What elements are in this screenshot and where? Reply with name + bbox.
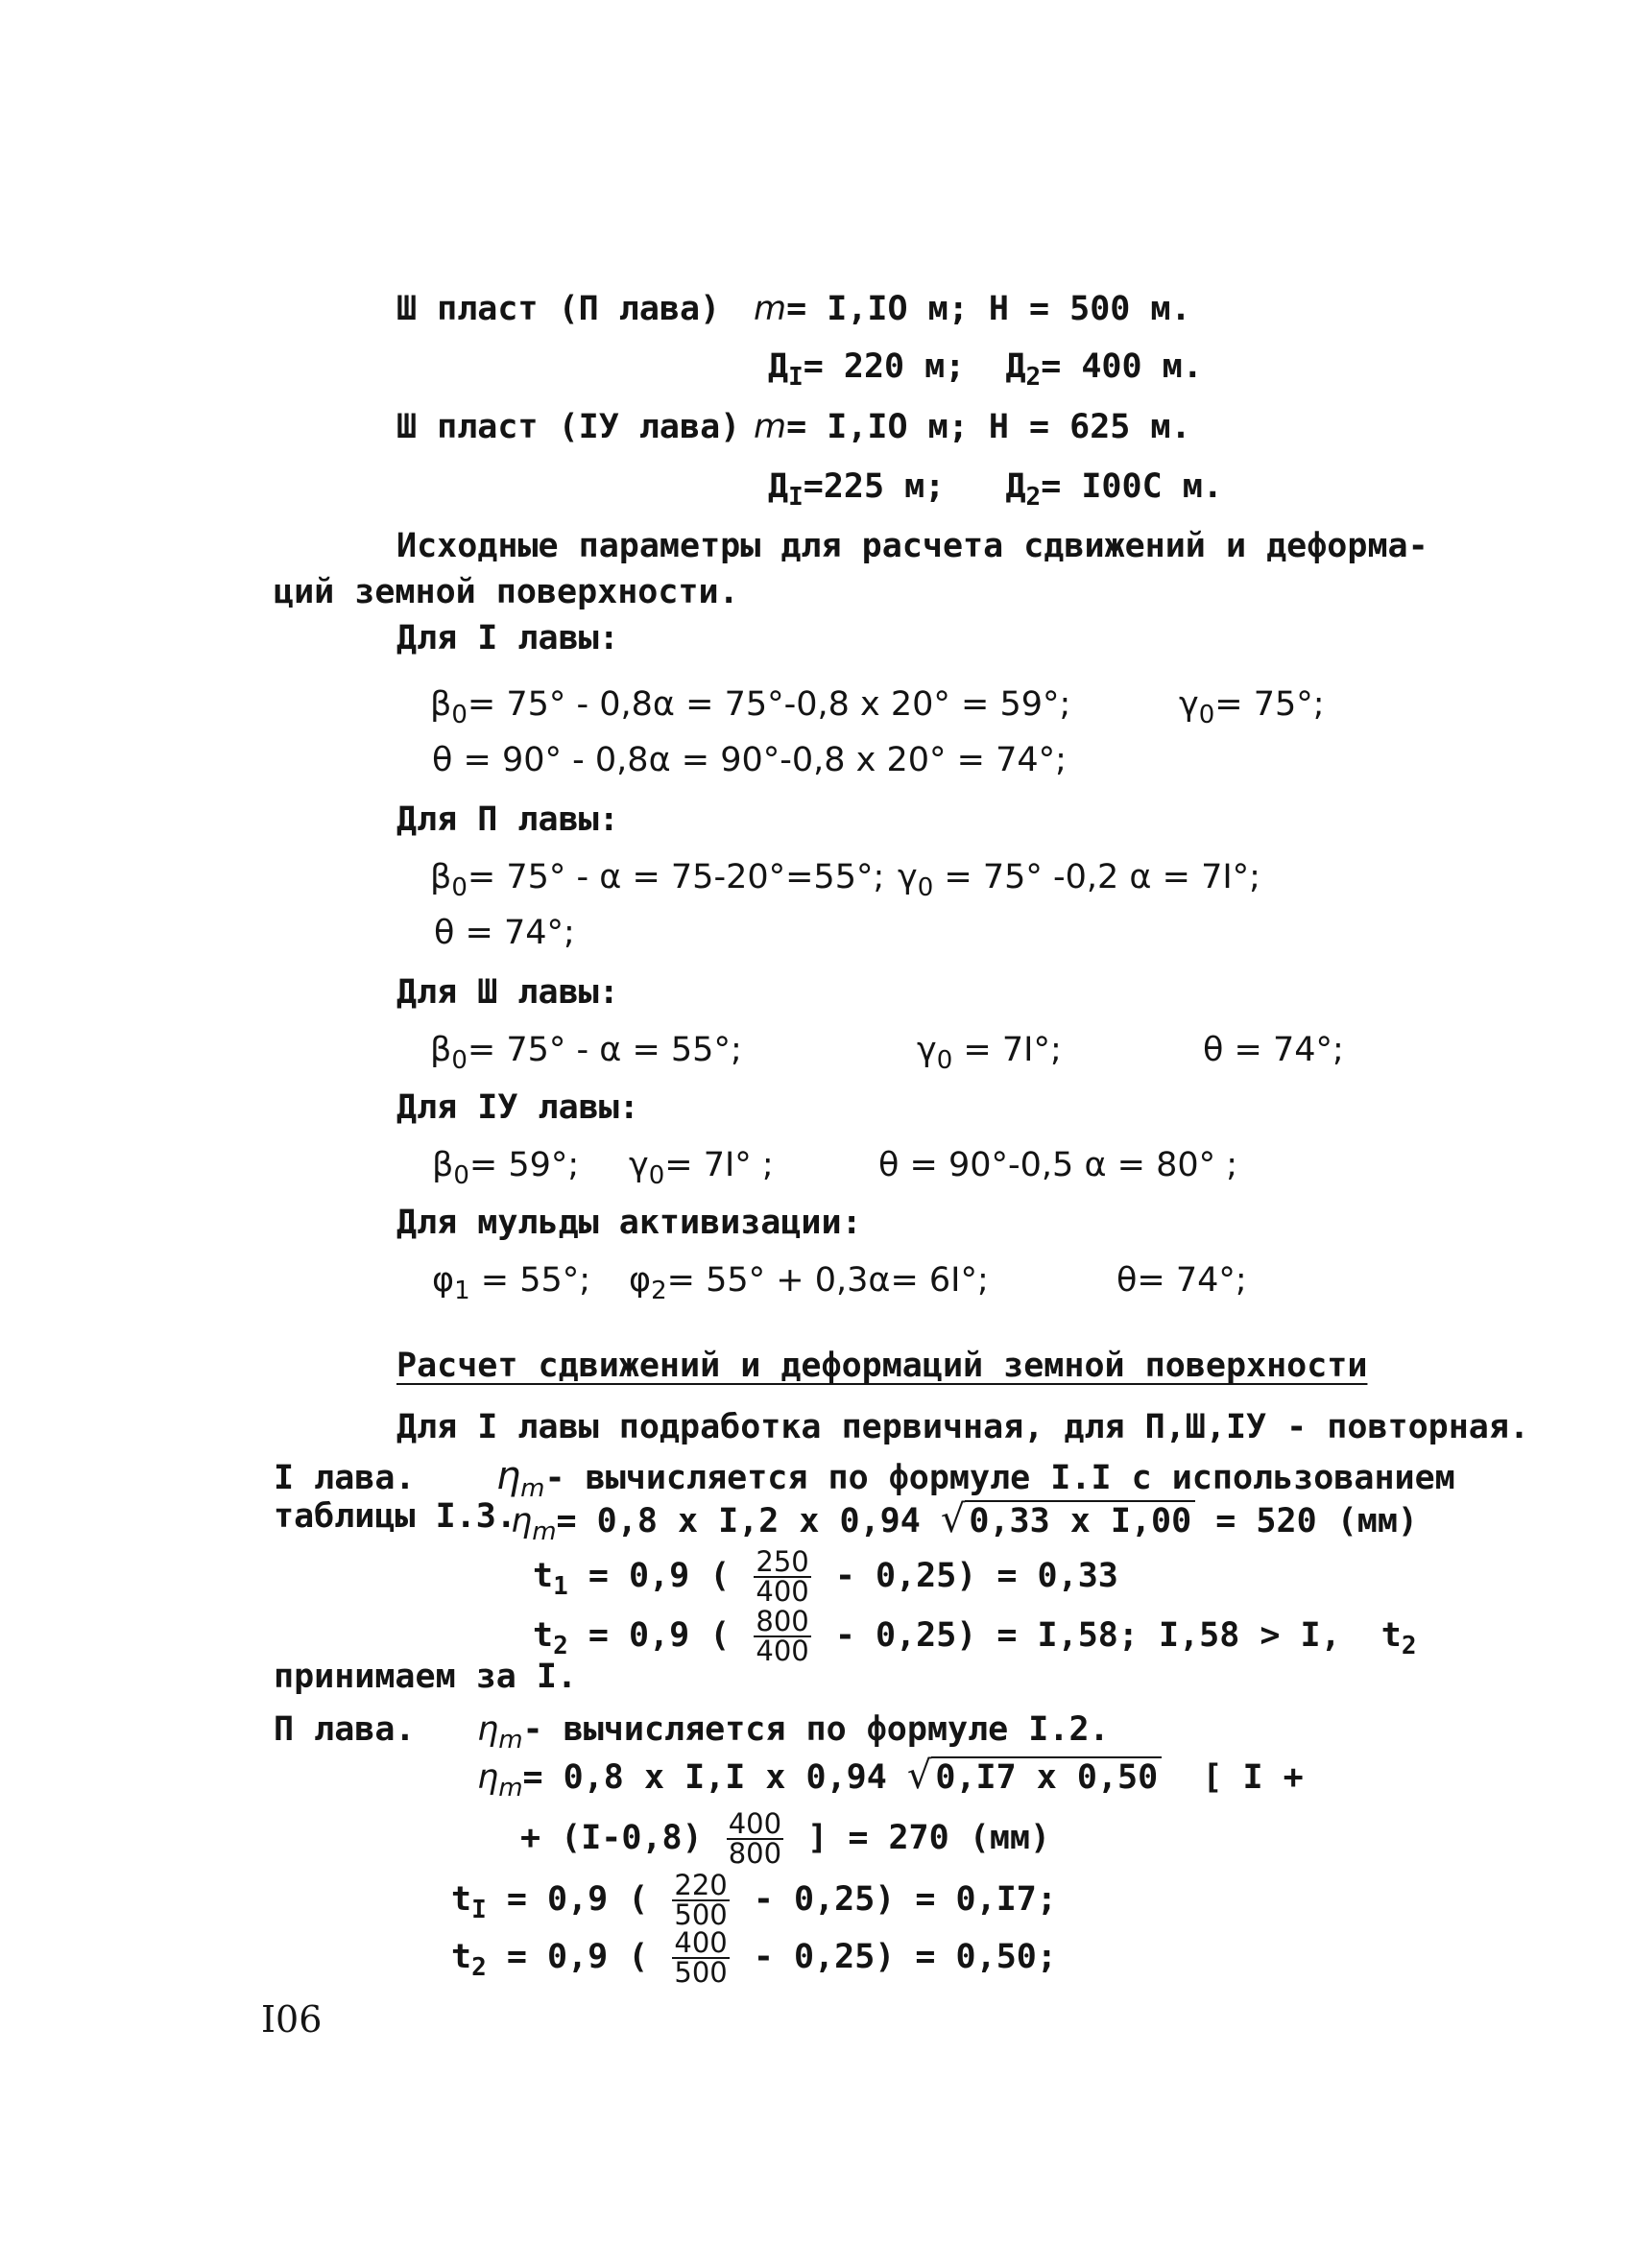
layer-3-d1-value: 220 м; (843, 347, 966, 386)
calc-2-label: П лава. (274, 1710, 416, 1749)
trough-theta-expr: = 74°; (1137, 1261, 1247, 1300)
calc-1-label: I лава. (274, 1459, 416, 1497)
lava-1-gamma: $\gamma_0= 75^\circ$; (1179, 685, 1325, 729)
lava-2-gamma: $\gamma_0 = 75^\circ$ -0,2 α = 7I°; (898, 858, 1260, 902)
lava-2-theta-expr: = 74°; (465, 914, 575, 952)
layer-3-m-value: I,IO м; (827, 290, 969, 328)
lava-3-theta: θ = 74°; (1203, 1031, 1344, 1069)
lava-3-theta-expr: = 74°; (1234, 1031, 1344, 1069)
layer-4-d1-value: 225 м; (823, 467, 946, 506)
calc-1-t1-num: 250 (756, 1545, 809, 1578)
calc-2-t2-frac (672, 1926, 729, 1989)
lava-3-gamma: $\gamma_0 = 7I^\circ$; (917, 1031, 1062, 1075)
params-intro-line2: ций земной поверхности. (274, 573, 739, 611)
calc-2-t1-suffix: - 0,25) = 0,I7; (753, 1880, 1057, 1919)
layer-4-d2-value: I00C м. (1081, 467, 1223, 506)
trough-phi1-expr: = 55°; (480, 1261, 591, 1300)
lava-3-heading: Для Ш лавы: (396, 973, 619, 1012)
calc-2-t1-num: 220 (674, 1869, 728, 1901)
lava-4-gamma-expr: = 7I° ; (664, 1146, 774, 1184)
lava-4-beta: $\beta_0= 59^\circ$; (432, 1146, 580, 1190)
calc-1-desc: - вычисляется по формуле I.I с использованием (544, 1459, 1455, 1497)
calc-2-t1-den: 500 (674, 1898, 728, 1931)
calc-1-line: I лава. $\eta_m-$ вычисляется по формуле I.I с использованием (274, 1454, 1455, 1503)
calc-2-t1: $t_I = 0,9$ ( $\frac{220}{500}$ - 0,25) = 0,I7; (451, 1869, 1057, 1931)
calc-2-t2-prefix: = 0,9 ( (506, 1938, 649, 1976)
calc-2-cont-frac (727, 1807, 783, 1870)
calc-2-cont-den: 800 (728, 1837, 782, 1870)
lava-4-beta-expr: = 59°; (468, 1146, 580, 1184)
calc-2-t1-prefix: = 0,9 ( (506, 1880, 649, 1919)
page-number: I06 (261, 1998, 323, 2041)
calc-1-t2-den: 400 (756, 1635, 809, 1667)
calc-2-desc: - вычисляется по формуле I.2. (522, 1710, 1110, 1749)
section-title: Расчет сдвижений и деформаций земной поверхности (396, 1347, 1368, 1385)
calc-2-cont-suffix: ] = 270 (мм) (807, 1819, 1051, 1857)
layer-3-m-h: m= I,IO м; H = 500 м. (754, 290, 1191, 328)
trough-heading: Для мульды активизации: (396, 1204, 862, 1242)
lava-4-heading: Для IУ лавы: (396, 1088, 639, 1127)
calc-1-t2-prefix: = 0,9 ( (588, 1616, 731, 1655)
calc-2-t1-frac (672, 1869, 729, 1931)
calc-1-sqrt: 0,33 x I,00 (965, 1500, 1195, 1540)
lava-1-beta-expr: = 75° - 0,8α = 75°-0,8 x 20° = 59°; (467, 685, 1071, 724)
calc-1-table-ref: таблицы I.3. (274, 1497, 516, 1536)
calc-1-eta: $\eta_m= 0,8$ x I,2 x 0,94 √ 0,33 x I,00 = 520 (мм) (511, 1497, 1418, 1546)
intro-line: Для I лавы подработка первичная, для П,Ш,IУ - повторная. (396, 1408, 1530, 1446)
calc-2-t2-den: 500 (674, 1956, 728, 1989)
lava-3-gamma-expr: = 7I°; (963, 1031, 1062, 1069)
layer-3-label: Ш пласт (П лава) (396, 290, 721, 328)
layer-3-d: $Д_I= 220$ м; $Д_2= 400$ м. (768, 347, 1203, 392)
calc-2-eta: $\eta_m= 0,8$ x I,I x 0,94 √ 0,I7 x 0,50 [ I + (477, 1754, 1304, 1802)
calc-1-t2-num: 800 (756, 1605, 809, 1637)
calc-1-accept: принимаем за I. (274, 1658, 578, 1696)
calc-1-t2: $t_2 = 0,9$ ( $\frac{800}{400}$ - 0,25) = I,58; I,58 > I, $t_2$ (533, 1605, 1417, 1667)
lava-1-beta: $\beta_0= 75^\circ - 0,8\alpha = 75^\circ-0,8$ x 20° = 59°; (430, 685, 1071, 729)
calc-1-t1: $t_1 = 0,9$ ( $\frac{250}{400}$ - 0,25) = 0,33 (533, 1545, 1118, 1608)
calc-2-cont-prefix: + (I-0,8) (520, 1819, 703, 1857)
layer-3-d2-value: 400 м. (1081, 347, 1203, 386)
layer-3-h-value: 500 м. (1069, 290, 1191, 328)
calc-2-cont-num: 400 (728, 1807, 782, 1840)
calc-2-sqrt: 0,I7 x 0,50 (931, 1756, 1162, 1797)
lava-4-gamma: $\gamma_0= 7I^\circ$ ; (629, 1146, 774, 1190)
calc-1-eta-lhs: = (556, 1502, 577, 1540)
trough-phi2-expr: = 55° + 0,3α= 6I°; (666, 1261, 989, 1300)
calc-1-t1-den: 400 (756, 1575, 809, 1608)
lava-1-theta-expr: = 90° - 0,8α = 90°-0,8 x 20° = 74°; (463, 741, 1067, 779)
calc-2-eta-tail: [ I + (1202, 1758, 1304, 1797)
lava-4-theta-expr: = 90°-0,5 α = 80° ; (909, 1146, 1238, 1184)
lava-4-theta: θ = 90°-0,5 α = 80° ; (878, 1146, 1238, 1184)
layer-4-d: $Д_I=225$ м; $Д_2= I00C$ м. (768, 467, 1223, 512)
calc-1-t1-prefix: = 0,9 ( (588, 1557, 731, 1595)
layer-4-m-value: I,IO м; (827, 408, 969, 446)
calc-2-t2-suffix: - 0,25) = 0,50; (753, 1938, 1057, 1976)
calc-1-t2-frac (754, 1605, 810, 1667)
lava-1-gamma-expr: = 75°; (1214, 685, 1325, 724)
layer-4-h-value: 625 м. (1069, 408, 1191, 446)
calc-2-cont (520, 1807, 1051, 1870)
trough-phi2: $\varphi_2= 55^\circ + 0,3\alpha= 6I^\circ$; (629, 1261, 989, 1305)
layer-4-label: Ш пласт (IУ лава) (396, 408, 741, 446)
calc-2-desc-line: $\eta_m-$ вычисляется по формуле I.2. (477, 1710, 1110, 1755)
layer-4-m-h: m= I,IO м; H = 625 м. (754, 408, 1191, 446)
lava-3-beta-expr: = 75° - α = 55°; (467, 1031, 742, 1069)
lava-1-heading: Для I лавы: (396, 619, 619, 657)
calc-2-t2-num: 400 (674, 1926, 728, 1959)
calc-1-t1-suffix: - 0,25) = 0,33 (834, 1557, 1118, 1595)
params-intro-line1: Исходные параметры для расчета сдвижений и деформа- (396, 527, 1428, 565)
lava-3-beta: $\beta_0= 75^\circ - \alpha = 55^\circ$; (430, 1031, 742, 1075)
trough-phi1: $\varphi_1 = 55^\circ$; (432, 1261, 591, 1305)
calc-1-t1-frac (754, 1545, 810, 1608)
calc-1-eta-coeffs: 0,8 x I,2 x 0,94 (596, 1502, 921, 1540)
calc-2-eta-coeffs: = 0,8 x I,I x 0,94 (522, 1758, 887, 1797)
lava-2-beta: $\beta_0= 75^\circ - \alpha = 75-20^\circ=55^\circ$; (430, 858, 885, 902)
lava-2-gamma-expr: = 75° -0,2 α = 7I°; (944, 858, 1260, 896)
trough-theta: θ= 74°; (1116, 1261, 1247, 1300)
calc-1-eta-result: = 520 (мм) (1215, 1502, 1418, 1540)
calc-1-t2-suffix: - 0,25) = I,58; I,58 > I, (834, 1616, 1341, 1655)
lava-1-theta: θ = 90° - 0,8α = 90°-0,8 x 20° = 74°; (432, 741, 1067, 779)
calc-2-t2: $t_2 = 0,9$ ( $\frac{400}{500}$ - 0,25) = 0,50; (451, 1926, 1057, 1989)
lava-2-heading: Для П лавы: (396, 800, 619, 839)
lava-2-beta-expr: = 75° - α = 75-20°=55°; (467, 858, 885, 896)
lava-2-theta: θ = 74°; (434, 914, 575, 952)
